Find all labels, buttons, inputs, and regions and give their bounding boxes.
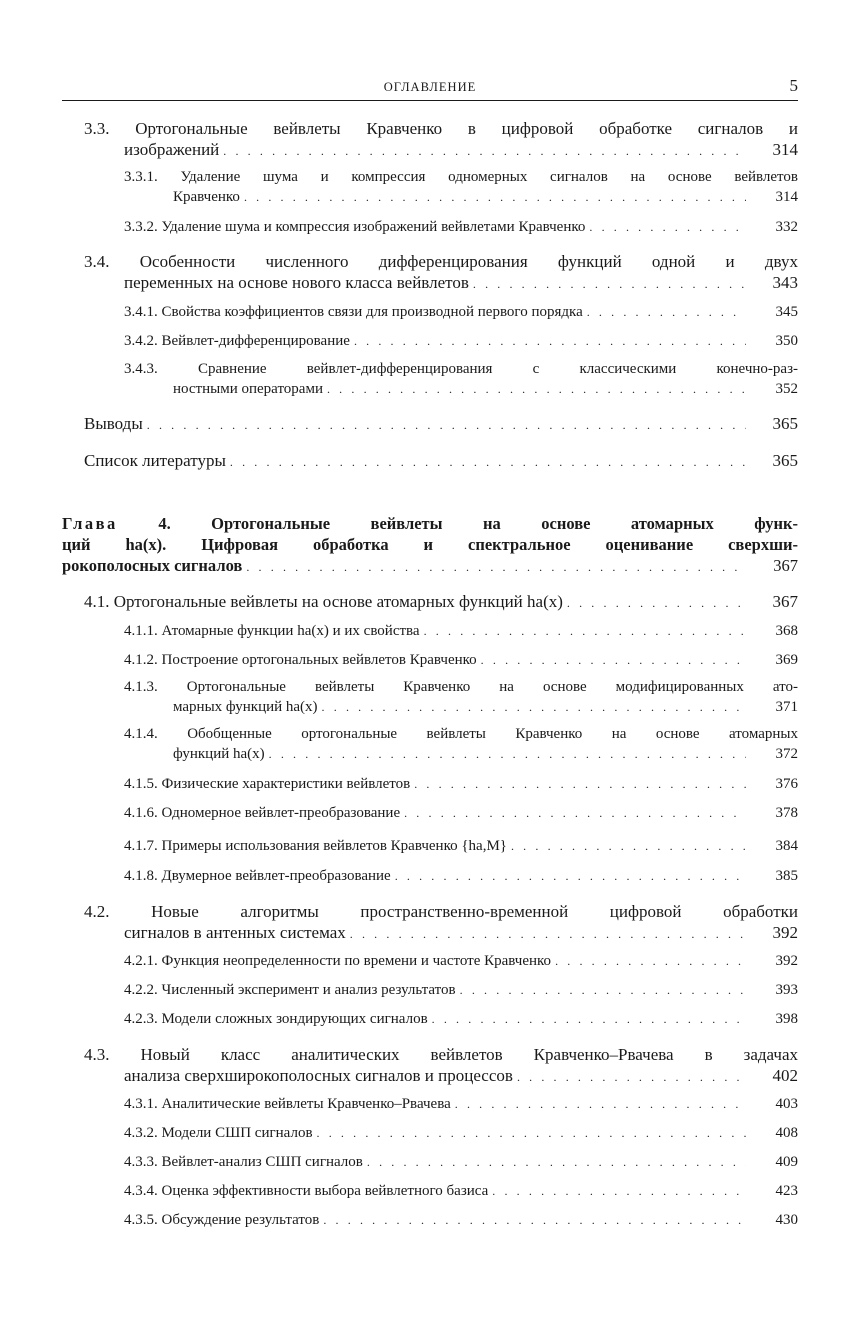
toc-entry-title: 4.3. Новый класс аналитических вейвлетов Кравченко–Рвачева в задачах [84,1045,798,1064]
toc-entry-4-3-4[interactable] [124,1181,798,1201]
toc-entry-4-3-1[interactable] [124,1094,798,1114]
toc-entry-title: 4.1.2. Построение ортогональных вейвлетов Кравченко [124,652,477,668]
toc-entry-title: 4.3.4. Оценка эффективности выбора вейвлетного базиса [124,1183,489,1199]
toc-page-number: 350 [775,333,798,349]
toc-entry-title: 3.3.1. Удаление шума и компрессия одномерных сигналов на основе вейвлетов [124,169,798,185]
toc-entry-title-cont: ностными операторами [173,381,323,397]
toc-page-number: 423 [775,1183,798,1199]
toc-entry-4-2-1[interactable] [124,951,798,971]
toc-page-number: 365 [772,414,798,433]
toc-entry-title: Список литературы [84,451,226,470]
toc-entry-title: 3.4.3. Сравнение вейвлет-дифференцирования с классическими конечно-раз- [124,361,798,377]
toc-entry-3-3-2[interactable] [124,217,798,237]
header-title: ОГЛАВЛЕНИЕ [383,80,477,94]
toc-page-number: 384 [775,838,798,854]
toc-entry-3-4[interactable] [84,251,798,295]
running-header [62,76,798,101]
toc-page-number: 392 [772,923,798,942]
toc-entry-title: 4.2.1. Функция неопределенности по времени и частоте Кравченко [124,953,552,969]
toc-entry-4-1-3[interactable] [124,677,798,717]
toc-page-number: 314 [775,189,798,205]
toc-entry-4-3[interactable] [84,1044,798,1088]
toc-entry-title-cont: ций ha(x). Цифровая обработка и спектральное оценивание сверхши- [62,535,798,554]
toc-entry-title-cont: анализа сверхширокополосных сигналов и процессов [124,1066,513,1085]
toc-entry-4-2[interactable] [84,901,798,945]
toc-entry-conclusions[interactable] [84,413,798,436]
toc-entry-title: 4.3.2. Модели СШП сигналов [124,1125,313,1141]
toc-entry-3-4-3[interactable] [124,359,798,399]
toc-entry-title-cont: функций ha(x) [173,746,265,762]
toc-entry-title-cont: Кравченко [173,189,240,205]
toc-entry-title: 4.2. Новые алгоритмы пространственно-временной цифровой обработки [84,902,798,921]
toc-entry-title: 4.3.3. Вейвлет-анализ СШП сигналов [124,1154,363,1170]
toc-entry-4-3-2[interactable] [124,1123,798,1143]
chapter-label: Глава [62,514,118,533]
toc-entry-4-1-6[interactable] [124,803,798,823]
toc-page-number: 402 [772,1066,798,1085]
header-page-number: 5 [789,76,798,95]
toc-entry-4-2-3[interactable] [124,1009,798,1029]
toc-entry-4-1-4[interactable] [124,724,798,764]
toc-entry-title-cont: переменных на основе нового класса вейвлетов [124,273,469,292]
toc-page-number: 393 [775,982,798,998]
toc-entry-title-cont: марных функций ha(x) [173,699,318,715]
toc-entry-4-1-1[interactable] [124,621,798,641]
toc-page-number: 365 [772,451,798,470]
toc-page-number: 369 [775,652,798,668]
toc-entry-4-1-7[interactable] [124,836,798,856]
toc-entry-3-4-2[interactable] [124,331,798,351]
toc-entry-4-1-2[interactable] [124,650,798,670]
toc-page-number: 430 [775,1212,798,1228]
toc-entry-4-1[interactable] [84,591,798,614]
toc-entry-title: 4.1.8. Двумерное вейвлет-преобразование [124,868,391,884]
toc-entry-title: 3.3.2. Удаление шума и компрессия изображений вейвлетами Кравченко [124,219,586,235]
toc-page-number: 385 [775,868,798,884]
toc-page-number: 367 [773,556,798,575]
toc-page-number: 376 [775,776,798,792]
toc-entry-title: 4.1.7. Примеры использования вейвлетов Кравченко {ha,M} [124,838,507,854]
toc-entry-title: 3.4.2. Вейвлет-дифференцирование [124,333,350,349]
toc-page-number: 403 [775,1096,798,1112]
toc-page-number: 345 [775,304,798,320]
toc-entry-4-1-5[interactable] [124,774,798,794]
toc-entry-title: 4.1.5. Физические характеристики вейвлетов [124,776,411,792]
toc-entry-title: 3.4. Особенности численного дифференцирования функций одной и двух [84,252,798,271]
toc-page-number: 352 [775,381,798,397]
toc-entry-title: 4.2.3. Модели сложных зондирующих сигналов [124,1011,428,1027]
toc-entry-title-cont: рокополосных сигналов [62,556,243,575]
toc-entry-4-2-2[interactable] [124,980,798,1000]
toc-page-number: 398 [775,1011,798,1027]
toc-entry-title: 4.1.4. Обобщенные ортогональные вейвлеты Кравченко на основе атомарных [124,726,798,742]
toc-page-number: 372 [775,746,798,762]
toc-entry-3-3[interactable] [84,118,798,162]
toc-page-number: 378 [775,805,798,821]
toc-page-number: 332 [775,219,798,235]
toc-entry-title-cont: сигналов в антенных системах [124,923,346,942]
toc-entry-title: 4. Ортогональные вейвлеты на основе атомарных функ- [158,514,799,533]
toc-entry-title: 4.1.6. Одномерное вейвлет-преобразование [124,805,401,821]
toc-entry-title: 4.3.5. Обсуждение результатов [124,1212,320,1228]
toc-entry-title: Выводы [84,414,143,433]
toc-entry-title: 4.1. Ортогональные вейвлеты на основе атомарных функций ha(x) [84,592,563,611]
toc-page-number: 409 [775,1154,798,1170]
toc-page-number: 392 [775,953,798,969]
toc-page-number: 368 [775,623,798,639]
toc-page-number: 371 [775,699,798,715]
toc-entry-title: 4.3.1. Аналитические вейвлеты Кравченко–Рвачева [124,1096,451,1112]
toc-entry-title: 3.3. Ортогональные вейвлеты Кравченко в цифровой обработке сигналов и [84,119,798,138]
toc-entry-title: 3.4.1. Свойства коэффициентов связи для производной первого порядка [124,304,583,320]
toc-entry-title-cont: изображений [124,140,220,159]
toc-entry-4-3-5[interactable] [124,1210,798,1230]
toc-entry-title: 4.1.1. Атомарные функции ha(x) и их свойства [124,623,420,639]
toc-entry-title: 4.2.2. Численный эксперимент и анализ результатов [124,982,456,998]
toc-entry-references[interactable] [84,450,798,473]
toc-entry-3-4-1[interactable] [124,302,798,322]
toc-page-number: 408 [775,1125,798,1141]
toc-entry-4-1-8[interactable] [124,866,798,886]
toc-entry-title: 4.1.3. Ортогональные вейвлеты Кравченко на основе модифицированных ато- [124,679,798,695]
toc-page-number: 314 [772,140,798,159]
toc-chapter-4[interactable] [62,513,798,578]
toc-page-number: 343 [772,273,798,292]
toc-page-number: 367 [772,592,798,611]
toc-entry-4-3-3[interactable] [124,1152,798,1172]
toc-entry-3-3-1[interactable] [124,167,798,207]
